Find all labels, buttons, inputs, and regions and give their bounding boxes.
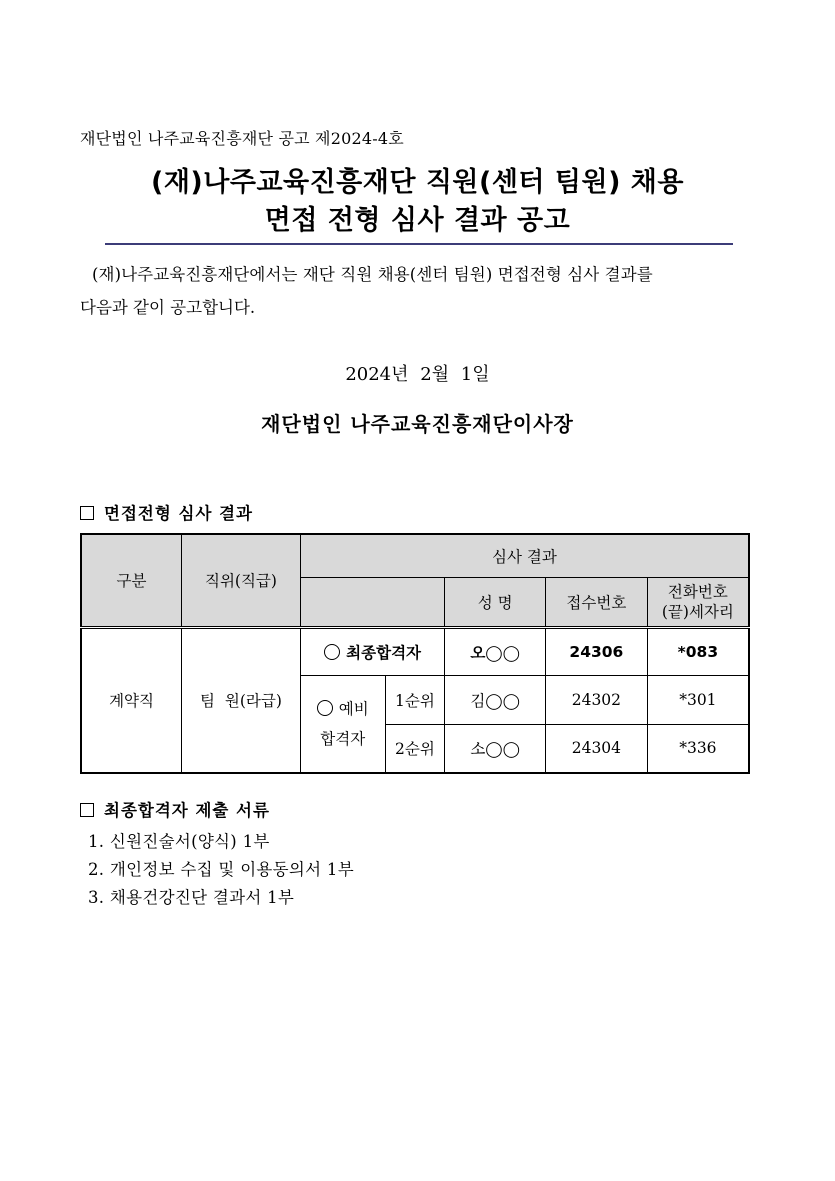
final-reception: 24306 [546, 627, 648, 675]
page-title-line2: 면접 전형 심사 결과 공고 [264, 205, 571, 236]
section-results-title: 면접전형 심사 결과 [104, 504, 254, 523]
final-label-cell [300, 627, 444, 675]
reserve-phone: *336 [647, 724, 749, 773]
final-label: 최종합격자 [346, 643, 422, 662]
reserve-reception: 24304 [546, 724, 648, 773]
final-name: 오◯◯ [445, 627, 546, 675]
header-category: 구분 [81, 534, 182, 627]
reserve-label-cell [300, 675, 385, 773]
results-table [80, 533, 750, 774]
reserve-rank: 1순위 [385, 675, 445, 724]
intro-line2: 다음과 같이 공고합니다. [80, 298, 256, 317]
section-documents-title: 최종합격자 제출 서류 [104, 801, 270, 820]
notice-number: 재단법인 나주교육진흥재단 공고 제2024-4호 [80, 129, 404, 148]
checkbox-square-icon [80, 803, 94, 817]
header-blank [300, 577, 444, 627]
reserve-label-line2: 합격자 [320, 729, 366, 748]
category-cell: 계약직 [81, 627, 182, 773]
final-phone: *083 [647, 627, 749, 675]
reserve-label-line1: 예비 [338, 699, 369, 718]
page-title-line1: (재)나주교육진흥재단 직원(센터 팀원) 채용 [151, 167, 684, 198]
list-item: 3. 채용건강진단 결과서 1부 [88, 888, 295, 907]
circle-icon [317, 700, 333, 716]
title-divider [105, 243, 733, 245]
reserve-phone: *301 [647, 675, 749, 724]
header-position: 직위(직급) [182, 534, 301, 627]
reserve-name: 소◯◯ [445, 724, 546, 773]
section-documents-heading [80, 797, 270, 821]
section-results-heading [80, 500, 253, 524]
header-name: 성 명 [445, 577, 546, 627]
issuer: 재단법인 나주교육진흥재단이사장 [261, 412, 574, 436]
list-item: 2. 개인정보 수집 및 이용동의서 1부 [88, 860, 354, 879]
reserve-rank: 2순위 [385, 724, 445, 773]
position-cell: 팀 원(라급) [182, 627, 301, 773]
checkbox-square-icon [80, 506, 94, 520]
header-reception: 접수번호 [546, 577, 648, 627]
list-item: 1. 신원진술서(양식) 1부 [88, 832, 270, 851]
documents-list [88, 828, 354, 912]
header-phone [647, 577, 749, 627]
intro-line1: (재)나주교육진흥재단에서는 재단 직원 채용(센터 팀원) 면접전형 심사 결과를 [92, 265, 653, 284]
reserve-name: 김◯◯ [445, 675, 546, 724]
header-phone-line2: (끝)세자리 [661, 602, 734, 621]
reserve-reception: 24302 [546, 675, 648, 724]
intro-paragraph [80, 258, 756, 324]
header-result: 심사 결과 [300, 534, 749, 577]
announcement-date: 2024년 2월 1일 [345, 364, 490, 385]
circle-icon [324, 644, 340, 660]
header-phone-line1: 전화번호 [667, 582, 728, 601]
